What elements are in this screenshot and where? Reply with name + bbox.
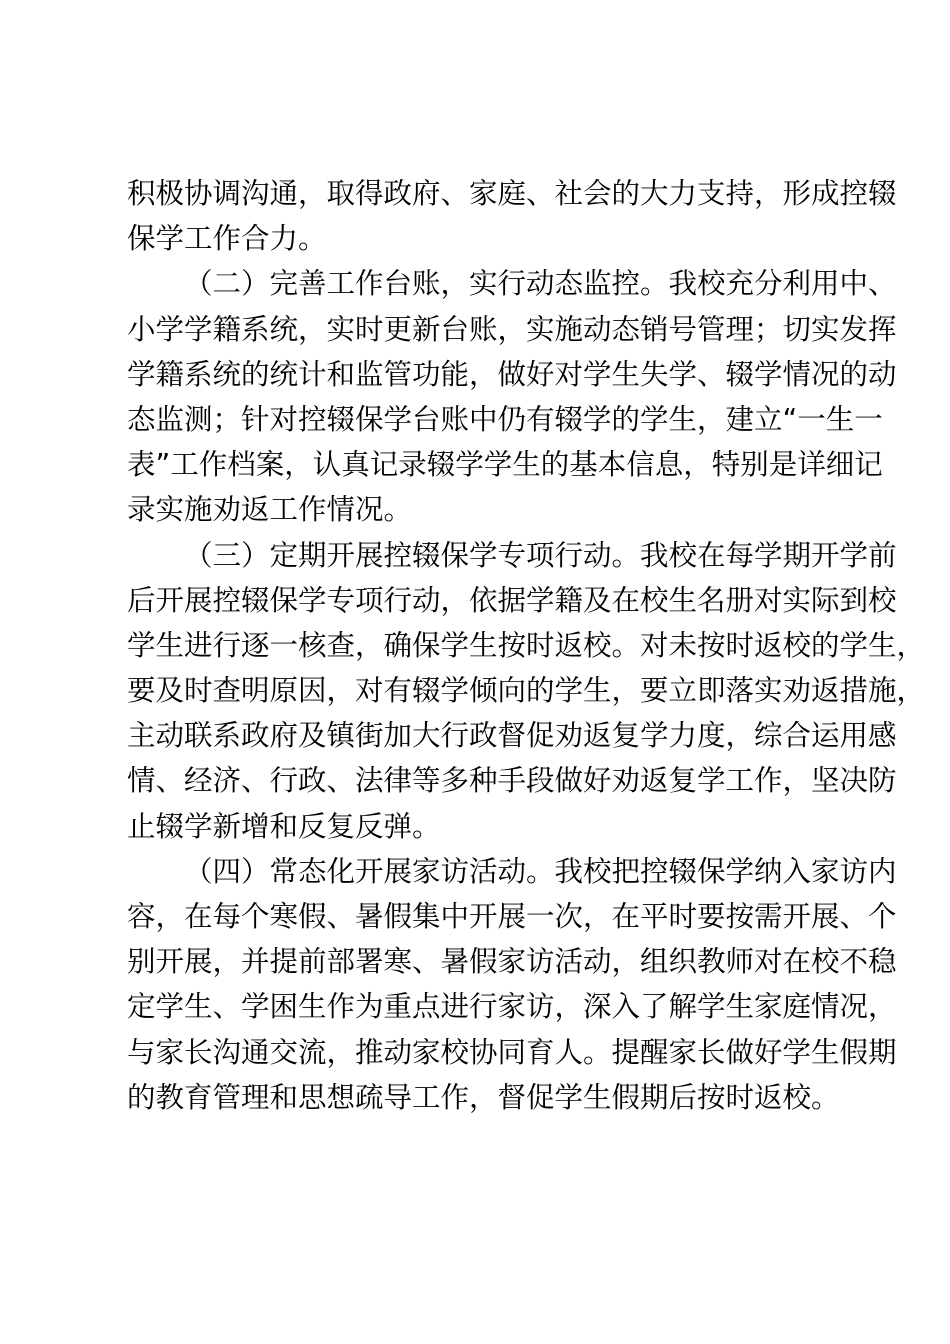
text-line: 态监测；针对控辍保学台账中仍有辍学的学生，建立“一生一 — [127, 402, 883, 436]
body-text — [127, 171, 926, 1120]
text-line: 定学生、学困生作为重点进行家访，深入了解学生家庭情况， — [127, 990, 897, 1024]
text-line: 与家长沟通交流，推动家校协同育人。提醒家长做好学生假期 — [127, 1035, 897, 1069]
section-heading-line: （三）定期开展控辍保学专项行动。我校在每学期开学前 — [184, 538, 897, 572]
text-line: 别开展，并提前部署寒、暑假家访活动，组织教师对在校不稳 — [127, 945, 897, 979]
section-heading-line: （四）常态化开展家访活动。我校把控辍保学纳入家访内 — [184, 854, 897, 888]
text-line: 情、经济、行政、法律等多种手段做好劝返复学工作，坚决防 — [127, 764, 897, 798]
text-line: 保学工作合力。 — [127, 222, 327, 256]
text-line: 学生进行逐一核查，确保学生按时返校。对未按时返校的学生， — [127, 628, 926, 662]
text-line: 主动联系政府及镇街加大行政督促劝返复学力度，综合运用感 — [127, 719, 897, 753]
text-line: 学籍系统的统计和监管功能，做好对学生失学、辍学情况的动 — [127, 357, 897, 391]
text-line: 录实施劝返工作情况。 — [127, 493, 413, 527]
text-line: 的教育管理和思想疏导工作，督促学生假期后按时返校。 — [127, 1080, 840, 1114]
text-line: 积极协调沟通，取得政府、家庭、社会的大力支持，形成控辍 — [127, 177, 897, 210]
text-line: 小学学籍系统，实时更新台账，实施动态销号管理；切实发挥 — [127, 312, 897, 346]
text-line: 表”工作档案，认真记录辍学学生的基本信息，特别是详细记 — [127, 448, 883, 482]
text-line: 后开展控辍保学专项行动，依据学籍及在校生名册对实际到校 — [127, 583, 897, 617]
section-heading-line: （二）完善工作台账，实行动态监控。我校充分利用中、 — [184, 267, 897, 301]
text-line: 容，在每个寒假、暑假集中开展一次，在平时要按需开展、个 — [127, 900, 897, 933]
text-line: 止辍学新增和反复反弹。 — [127, 809, 441, 843]
text-line: 要及时查明原因，对有辍学倾向的学生，要立即落实劝返措施， — [127, 674, 926, 708]
